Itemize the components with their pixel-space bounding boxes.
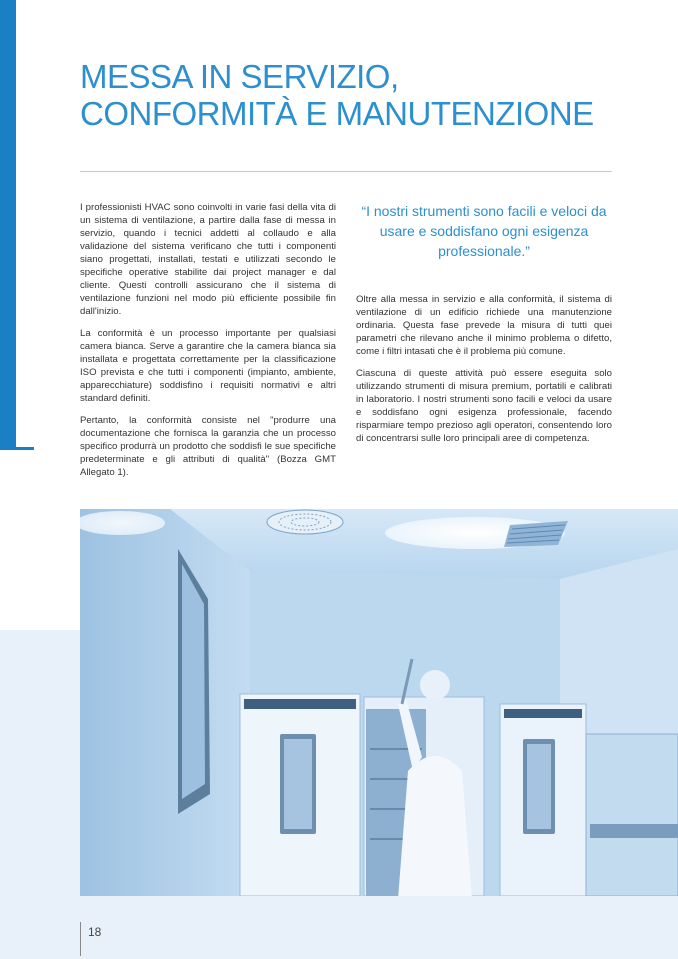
left-paragraph-2: La conformità è un processo importante per qualsiasi camera bianca. Serve a garantire che la camera bianca sia installata e progettata correttamente per la classificazione ISO prevista e che tutti i componenti (impianto, ambiente, apparecchiature) soddisfino i requisiti normativi e altri standard definiti.	[80, 328, 336, 404]
left-paragraph-1: I professionisti HVAC sono coinvolti in varie fasi della vita di un sistema di ventilazione, a partire dalla fase di messa in servizio, quando i tecnici addetti al collaudo e alla validazione del sistema verificano che tutti i componenti siano progettati, installati, testati e utilizzati secondo le specifiche operative stabilite dai project manager e dal cliente. Questi controlli assicurano che il sistema di ventilazione funzioni nel modo più efficiente possibile fin dall'inizio.	[80, 202, 336, 317]
cleanroom-photo	[80, 509, 678, 896]
title-divider	[80, 171, 612, 172]
left-text-column	[80, 201, 336, 488]
left-paragraph-3: Pertanto, la conformità consiste nel "produrre una documentazione che fornisca la garanzia che un processo specifico produrrà un prodotto che soddisfi le sue specifiche predeterminate e gli attributi di qualità" (Bozza GMT Allegato 1).	[80, 415, 336, 478]
page-title-line-2: CONFORMITÀ E MANUTENZIONE	[80, 95, 594, 132]
accent-side-bar	[0, 0, 16, 450]
page-title	[80, 58, 594, 132]
page-title-line-1: MESSA IN SERVIZIO,	[80, 58, 399, 95]
right-paragraph-1: Oltre alla messa in servizio e alla conformità, il sistema di ventilazione di un edificio richiede una manutenzione ordinaria. Questa fase prevede la misura di tutti quei parametri che rilevano anche il minimo problema o difetto, come i filtri intasati che è il problema più comune.	[356, 294, 612, 357]
right-paragraph-2: Ciascuna di queste attività può essere eseguita solo utilizzando strumenti di misura premium, portatili e calibrati in laboratorio. I nostri strumenti sono facili e veloci da usare e soddisfano ogni esigenza professionale, facendo risparmiare tempo prezioso agli operatori, consentendo loro di concentrarsi sulle loro principali aree di competenza.	[356, 368, 612, 444]
page-number: 18	[88, 925, 102, 939]
pull-quote: “I nostri strumenti sono facili e veloci da usare e soddisfano ogni esigenza professionale.”	[361, 203, 607, 259]
right-text-column	[356, 293, 612, 454]
accent-side-tick	[16, 447, 34, 450]
footer-divider	[80, 922, 81, 956]
